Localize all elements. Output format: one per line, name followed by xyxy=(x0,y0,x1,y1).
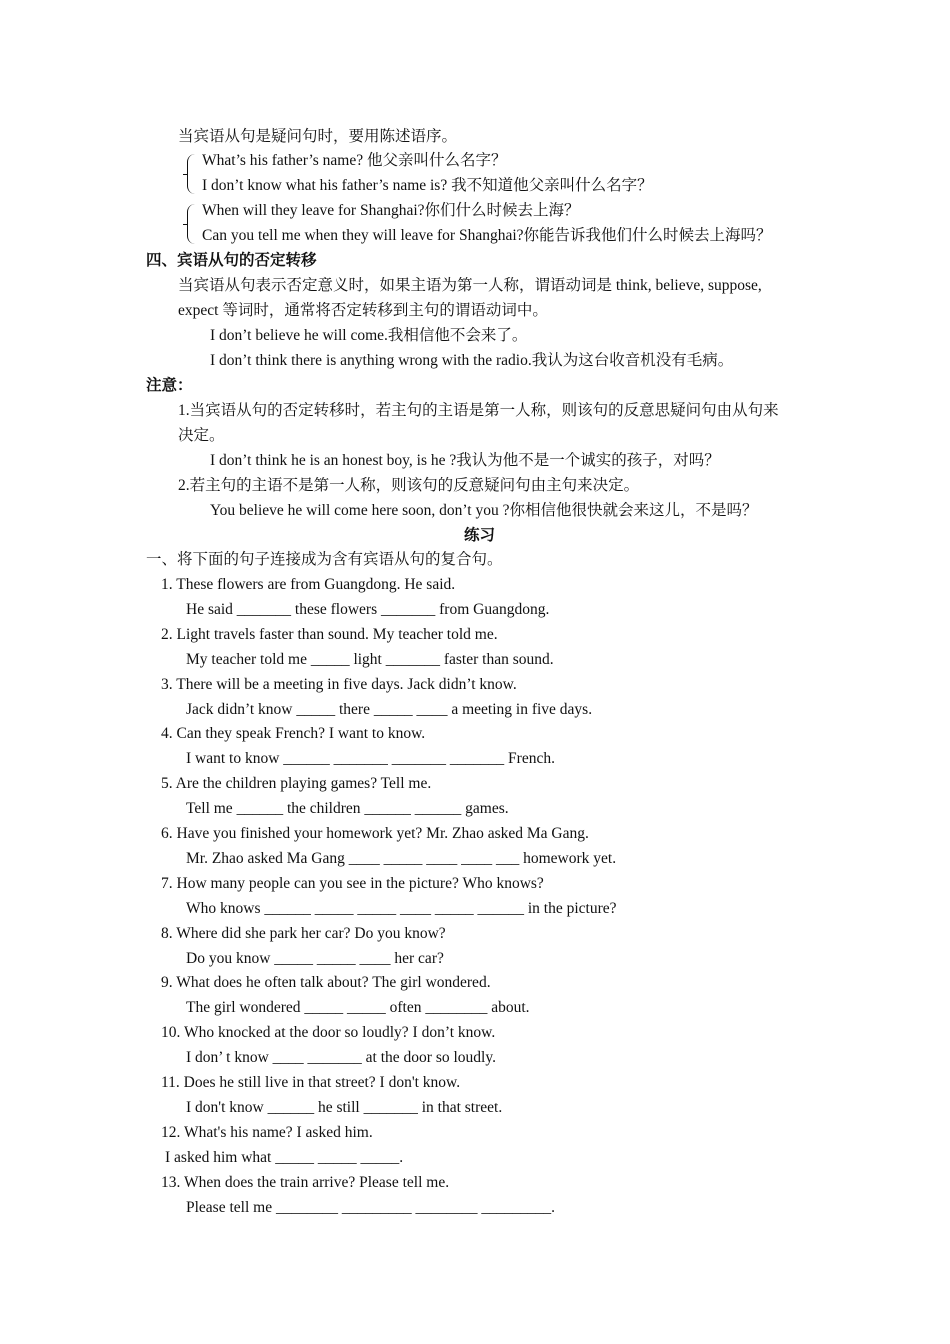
exercise-answer: He said _______ these flowers _______ from Guangdong. xyxy=(186,601,550,618)
exercise-answer: Do you know _____ _____ ____ her car? xyxy=(186,950,444,967)
note-item1-line2: 决定。 xyxy=(178,427,225,444)
section4-desc-line2: expect 等词时，通常将否定转移到主句的谓语动词中。 xyxy=(178,302,548,319)
exercise-answer: Please tell me ________ _________ ________ _________. xyxy=(186,1199,555,1216)
practice-instruction: 一、将下面的句子连接成为含有宾语从句的复合句。 xyxy=(146,551,503,568)
pair1-question: What’s his father’s name? 他父亲叫什么名字？ xyxy=(202,152,507,169)
exercise-answer: I don’ t know ____ _______ at the door so loudly. xyxy=(186,1049,496,1066)
exercise-answer: The girl wondered _____ _____ often ________ about. xyxy=(186,999,530,1016)
exercise-question: 4. Can they speak French? I want to know. xyxy=(161,725,426,742)
brace-pair-1 xyxy=(187,154,197,194)
pair1-answer: I don’t know what his father’s name is? 我不知道他父亲叫什么名字？ xyxy=(202,177,653,194)
section4-heading: 四、宾语从句的否定转移 xyxy=(146,252,317,269)
practice-title: 练习 xyxy=(464,527,496,544)
brace-pair-2 xyxy=(187,204,197,244)
exercise-answer: Mr. Zhao asked Ma Gang ____ _____ ____ ____ ___ homework yet. xyxy=(186,850,617,867)
note-item2-example: You believe he will come here soon, don’t you ?你相信他很快就会来这儿，不是吗？ xyxy=(210,502,758,519)
exercise-question: 9. What does he often talk about? The girl wondered. xyxy=(161,974,491,991)
exercise-answer: My teacher told me _____ light _______ faster than sound. xyxy=(186,651,554,668)
note-item1-example: I don’t think he is an honest boy, is he ?我认为他不是一个诚实的孩子，对吗？ xyxy=(210,452,720,469)
exercise-answer: Jack didn’t know _____ there _____ ____ a meeting in five days. xyxy=(186,701,593,718)
section4-example-1: I don’t believe he will come.我相信他不会来了。 xyxy=(210,327,528,344)
section4-desc-line1: 当宾语从句表示否定意义时，如果主语为第一人称，谓语动词是 think, believe, suppose, xyxy=(178,277,762,294)
exercise-question: 13. When does the train arrive? Please tell me. xyxy=(161,1174,450,1191)
exercise-question: 10. Who knocked at the door so loudly? I don’t know. xyxy=(161,1024,496,1041)
pair2-answer: Can you tell me when they will leave for Shanghai?你能告诉我他们什么时候去上海吗？ xyxy=(202,227,772,244)
exercise-question: 5. Are the children playing games? Tell me. xyxy=(161,775,432,792)
exercise-answer: I asked him what _____ _____ _____. xyxy=(165,1149,404,1166)
exercise-question: 7. How many people can you see in the picture? Who knows? xyxy=(161,875,544,892)
note-heading: 注意： xyxy=(146,377,193,394)
note-item2: 2.若主句的主语不是第一人称，则该句的反意疑问句由主句来决定。 xyxy=(178,477,640,494)
exercise-answer: Tell me ______ the children ______ ______ games. xyxy=(186,800,509,817)
exercise-question: 6. Have you finished your homework yet? Mr. Zhao asked Ma Gang. xyxy=(161,825,589,842)
exercise-question: 1. These flowers are from Guangdong. He said. xyxy=(161,576,456,593)
exercise-question: 3. There will be a meeting in five days. Jack didn’t know. xyxy=(161,676,517,693)
exercise-question: 12. What's his name? I asked him. xyxy=(161,1124,373,1141)
note-item1-line1: 1.当宾语从句的否定转移时，若主句的主语是第一人称，则该句的反意思疑问句由从句来 xyxy=(178,402,779,419)
exercise-answer: Who knows ______ _____ _____ ____ _____ ______ in the picture? xyxy=(186,900,617,917)
exercise-answer: I want to know ______ _______ _______ _______ French. xyxy=(186,750,555,767)
exercise-answer: I don't know ______ he still _______ in that street. xyxy=(186,1099,503,1116)
intro-text: 当宾语从句是疑问句时，要用陈述语序。 xyxy=(178,128,458,145)
exercise-question: 8. Where did she park her car? Do you know? xyxy=(161,925,446,942)
exercise-question: 11. Does he still live in that street? I don't know. xyxy=(161,1074,461,1091)
exercise-question: 2. Light travels faster than sound. My teacher told me. xyxy=(161,626,498,643)
section4-example-2: I don’t think there is anything wrong with the radio.我认为这台收音机没有毛病。 xyxy=(210,352,734,369)
pair2-question: When will they leave for Shanghai?你们什么时候去上海？ xyxy=(202,202,580,219)
